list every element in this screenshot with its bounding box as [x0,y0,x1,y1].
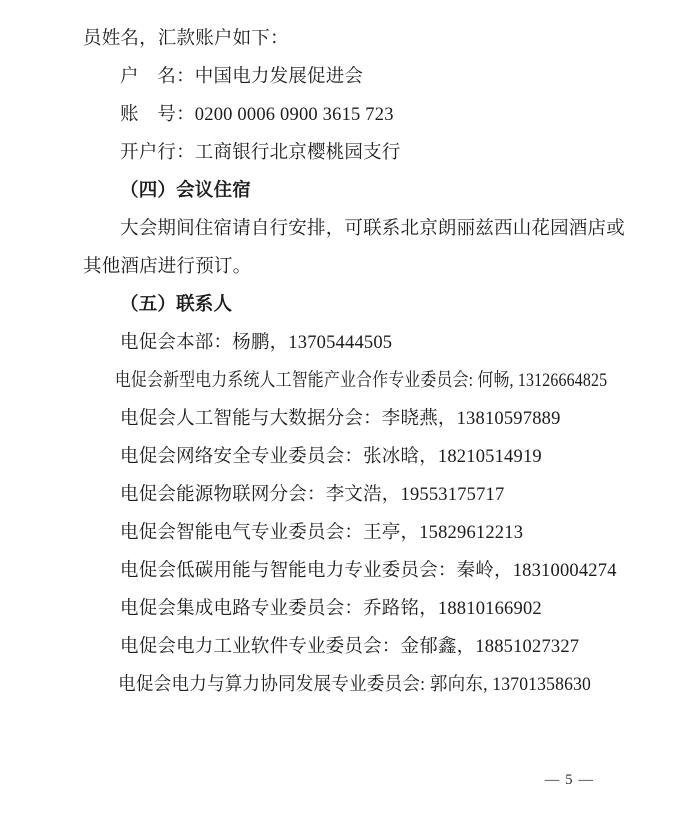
doc-line-accommodation-info-1: 大会期间住宿请自行安排，可联系北京朗丽兹西山花园酒店或 [120,219,625,239]
page-number: 5 [565,772,573,788]
page-number-footer [541,770,597,790]
contact-line-new-power-system-ai-committee: 电促会新型电力系统人工智能产业合作专业委员会: 何畅, 13126664825 [114,371,608,391]
contact-line-integrated-circuit-committee: 电促会集成电路专业委员会：乔路铭，18810166902 [120,599,542,619]
doc-line-account-number: 账 号：0200 0006 0900 3615 723 [120,105,394,125]
doc-line-accommodation-info-2: 其他酒店进行预订。 [83,257,252,277]
section-heading-accommodation: （四）会议住宿 [120,181,251,201]
contact-line-lowcarbon-smart-power-committee: 电促会低碳用能与智能电力专业委员会：秦岭，18310004274 [120,561,617,581]
doc-line-remittance-intro: 员姓名，汇款账户如下： [83,29,289,49]
page-number-dash-right: — [578,772,593,788]
contact-line-smart-electric-committee: 电促会智能电气专业委员会：王亭，15829612213 [120,523,524,543]
contact-line-energy-iot-branch: 电促会能源物联网分会：李文浩，19553175717 [120,485,505,505]
doc-line-bank-branch: 开户行：工商银行北京樱桃园支行 [120,143,401,163]
contact-line-power-industrial-software-committee: 电促会电力工业软件专业委员会：金郁鑫，18851027327 [120,637,580,657]
contact-line-headquarters: 电促会本部：杨鹏，13705444505 [120,333,393,353]
doc-line-account-holder-name: 户 名：中国电力发展促进会 [120,67,364,87]
page-number-dash-left: — [544,772,560,788]
contact-line-power-computing-committee: 电促会电力与算力协同发展专业委员会: 郭向东, 13701358630 [118,675,592,695]
contact-line-ai-bigdata-branch: 电促会人工智能与大数据分会：李晓燕，13810597889 [120,409,561,429]
contact-line-cybersecurity-committee: 电促会网络安全专业委员会：张冰晗，18210514919 [120,447,542,467]
section-heading-contacts: （五）联系人 [120,295,233,315]
